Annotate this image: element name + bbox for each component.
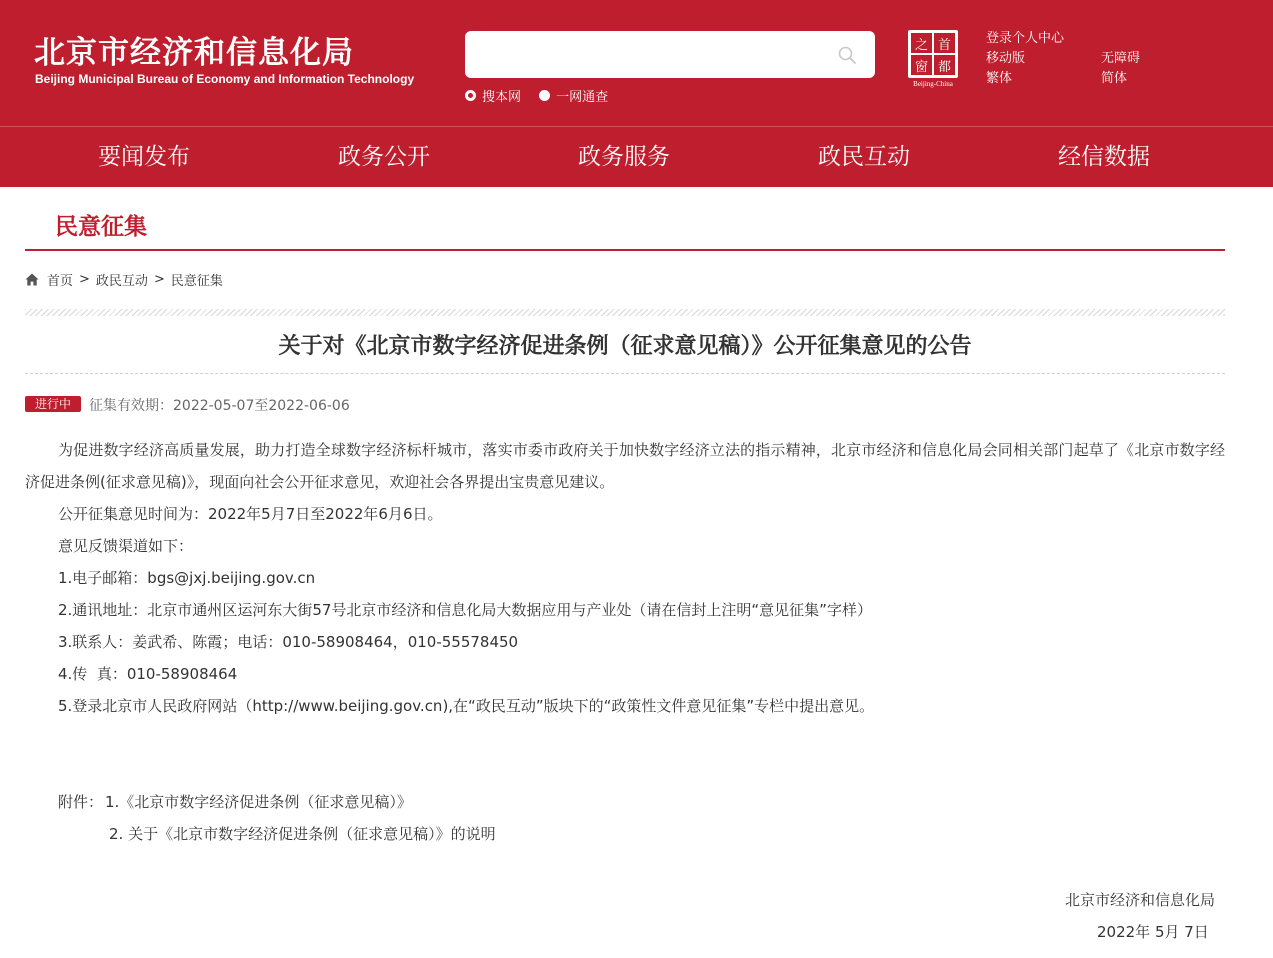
section-divider	[25, 249, 1225, 251]
capital-window-logo[interactable]	[906, 30, 960, 90]
article-title: 关于对《北京市数字经济促进条例（征求意见稿）》公开征集意见的公告	[278, 334, 972, 359]
home-icon	[25, 273, 39, 286]
channel-contact: 3.联系人：姜武希、陈霞；电话：010-58908464，010-55578450	[58, 633, 519, 651]
channel-email: 1.电子邮箱：bgs@jxj.beijing.gov.cn	[58, 569, 316, 587]
breadcrumb	[25, 270, 223, 289]
radio-unchecked-icon	[539, 90, 550, 101]
logo-glyph: 窗	[911, 55, 932, 75]
title-divider	[25, 373, 1225, 374]
site-header	[0, 0, 1273, 126]
channel-address: 2.通讯地址：北京市通州区运河东大街57号北京市经济和信息化局大数据应用与产业处（请在信封上注明“意见征集”字样）	[58, 601, 872, 619]
simplified-chinese-link[interactable]: 简体	[1101, 71, 1128, 86]
nav-item-gov-affairs[interactable]: 政务公开	[338, 144, 430, 170]
search-box	[465, 31, 875, 78]
breadcrumb-separator: >	[153, 272, 165, 287]
nav-item-interaction[interactable]: 政民互动	[818, 144, 910, 170]
search-icon[interactable]	[837, 45, 857, 65]
search-scope-all-label: 一网通查	[556, 90, 609, 105]
breadcrumb-separator: >	[79, 272, 90, 287]
search-scope-site[interactable]	[465, 86, 521, 105]
attachment-link-2[interactable]: 2. 关于《北京市数字经济促进条例（征求意见稿）》的说明	[109, 825, 496, 843]
channel-fax: 4.传 真：010-58908464	[58, 665, 238, 683]
search-scope-all[interactable]	[539, 86, 608, 105]
article-intro: 为促进数字经济高质量发展，助力打造全球数字经济标杆城市，落实市委市政府关于加快数字经济立法的指示精神，北京市经济和信息化局会同相关部门起草了《北京市数字经济促进条例(征求意见稿)》，现面向社会公开征求意见，欢迎社会各界提出宝贵意见建议。	[25, 441, 1225, 491]
search-scope-site-label: 搜本网	[482, 90, 522, 105]
site-logo-subtitle: Beijing Municipal Bureau of Economy and Information Technology	[35, 72, 415, 86]
search-input[interactable]	[465, 31, 825, 78]
collection-period: 征集有效期：2022-05-07至2022-06-06	[89, 398, 350, 414]
accessibility-link[interactable]: 无障碍	[1101, 51, 1141, 66]
channels-heading: 意见反馈渠道如下：	[58, 537, 194, 555]
logo-glyph: 都	[934, 55, 955, 75]
capital-window-caption: Beijing-China	[913, 80, 953, 88]
breadcrumb-interaction[interactable]: 政民互动	[95, 274, 148, 289]
logo-glyph: 首	[934, 33, 955, 53]
section-title: 民意征集	[55, 214, 147, 240]
status-badge: 进行中	[25, 396, 81, 412]
channel-website: 5.登录北京市人民政府网站（http://www.beijing.gov.cn),在“政民互动”版块下的“政策性文件意见征集”专栏中提出意见。	[58, 697, 875, 715]
capital-window-logo-glyphs	[911, 33, 955, 75]
breadcrumb-home[interactable]: 首页	[47, 274, 74, 289]
attachment-link-1[interactable]: 1.《北京市数字经济促进条例（征求意见稿）》	[105, 793, 412, 811]
radio-checked-icon	[465, 90, 476, 101]
nav-item-gov-services[interactable]: 政务服务	[578, 144, 670, 170]
hatched-divider	[25, 309, 1225, 316]
signature-date: 2022年 5月 7日	[1097, 923, 1209, 941]
collection-time: 公开征集意见时间为：2022年5月7日至2022年6月6日。	[58, 505, 443, 523]
breadcrumb-current[interactable]: 民意征集	[170, 274, 223, 289]
traditional-chinese-link[interactable]: 繁体	[986, 71, 1013, 86]
nav-item-data[interactable]: 经信数据	[1058, 144, 1150, 170]
logo-glyph: 之	[911, 33, 932, 53]
login-link[interactable]: 登录个人中心	[986, 31, 1065, 46]
nav-item-news[interactable]: 要闻发布	[98, 144, 190, 170]
main-nav	[0, 126, 1273, 187]
mobile-version-link[interactable]: 移动版	[986, 51, 1026, 66]
search-scope-options	[465, 86, 622, 105]
site-logo-title[interactable]: 北京市经济和信息化局	[34, 35, 354, 71]
attachments-label: 附件：	[58, 793, 104, 811]
signature-org: 北京市经济和信息化局	[1065, 891, 1216, 909]
